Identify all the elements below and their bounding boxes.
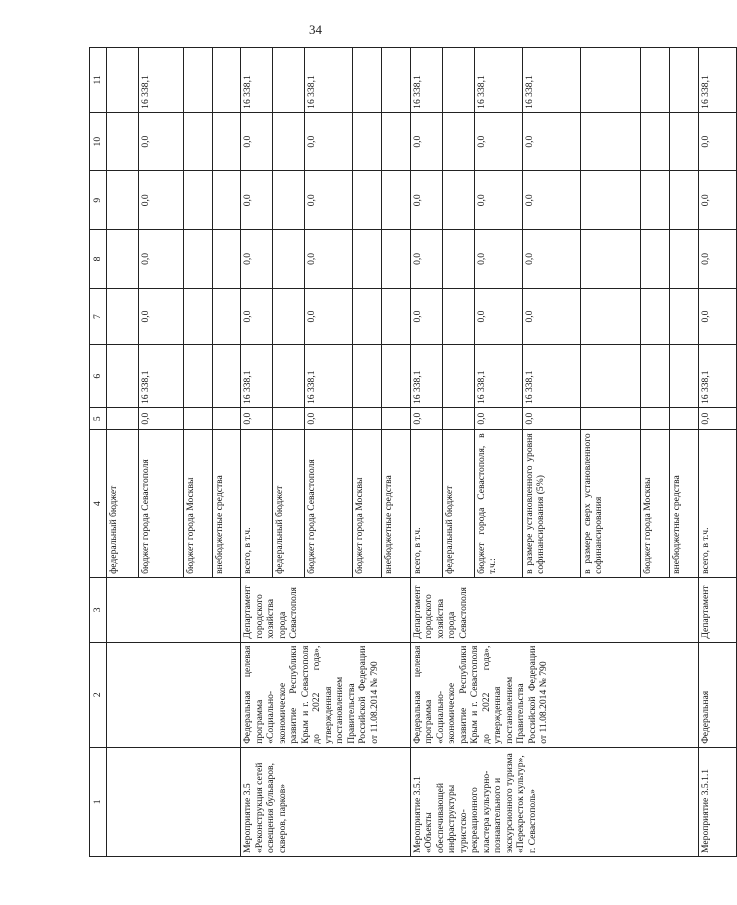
value-cell-c9: 0,0 <box>139 171 184 230</box>
value-cell-c6 <box>670 345 699 408</box>
value-cell-c5 <box>212 408 241 430</box>
value-cell-c7 <box>353 288 382 345</box>
value-cell-c6 <box>273 345 305 408</box>
value-cell-c11 <box>212 48 241 113</box>
value-cell-c11 <box>183 48 212 113</box>
value-cell-c9 <box>580 171 641 230</box>
value-cell-c10: 0,0 <box>139 112 184 171</box>
value-cell-c10 <box>442 112 474 171</box>
value-cell-c10 <box>353 112 382 171</box>
funding-source-cell: бюджет города Москвы <box>353 430 382 578</box>
table-row <box>410 48 442 857</box>
value-cell-c10: 0,0 <box>474 112 522 171</box>
table-row <box>698 48 736 857</box>
value-cell-c6 <box>382 345 411 408</box>
value-cell-c10 <box>670 112 699 171</box>
header-cell: 1 <box>90 747 107 856</box>
value-cell-c7 <box>183 288 212 345</box>
value-cell-c6 <box>183 345 212 408</box>
value-cell-c6 <box>212 345 241 408</box>
program-cell <box>107 642 241 747</box>
value-cell-c8 <box>273 230 305 289</box>
value-cell-c8 <box>107 230 139 289</box>
value-cell-c6 <box>580 345 641 408</box>
value-cell-c7 <box>212 288 241 345</box>
value-cell-c11 <box>382 48 411 113</box>
value-cell-c8 <box>382 230 411 289</box>
value-cell-c8 <box>641 230 670 289</box>
value-cell-c10: 0,0 <box>522 112 580 171</box>
value-cell-c11: 16 338,1 <box>305 48 353 113</box>
value-cell-c11: 16 338,1 <box>698 48 736 113</box>
rotated-table-container <box>89 47 711 857</box>
value-cell-c11: 16 338,1 <box>522 48 580 113</box>
value-cell-c10: 0,0 <box>698 112 736 171</box>
value-cell-c8: 0,0 <box>410 230 442 289</box>
value-cell-c9: 0,0 <box>698 171 736 230</box>
value-cell-c7: 0,0 <box>698 288 736 345</box>
header-cell: 7 <box>90 288 107 345</box>
funding-source-cell: внебюджетные средства <box>670 430 699 578</box>
value-cell-c7: 0,0 <box>305 288 353 345</box>
value-cell-c8 <box>580 230 641 289</box>
value-cell-c6: 16 338,1 <box>474 345 522 408</box>
value-cell-c11 <box>670 48 699 113</box>
program-cell: Федеральная <box>698 642 736 747</box>
funding-source-cell: бюджет города Севастополя <box>139 430 184 578</box>
funding-source-cell: федеральный бюджет <box>442 430 474 578</box>
value-cell-c11 <box>442 48 474 113</box>
financing-table <box>89 47 737 857</box>
value-cell-c6: 16 338,1 <box>139 345 184 408</box>
value-cell-c10 <box>183 112 212 171</box>
value-cell-c6 <box>353 345 382 408</box>
value-cell-c7 <box>382 288 411 345</box>
value-cell-c6: 16 338,1 <box>305 345 353 408</box>
value-cell-c10 <box>212 112 241 171</box>
funding-source-cell: всего, в т.ч. <box>241 430 273 578</box>
measure-cell <box>107 747 241 856</box>
value-cell-c5 <box>670 408 699 430</box>
value-cell-c7 <box>580 288 641 345</box>
executor-cell: Департамент <box>698 577 736 642</box>
header-cell: 10 <box>90 112 107 171</box>
value-cell-c8: 0,0 <box>698 230 736 289</box>
value-cell-c10 <box>580 112 641 171</box>
funding-source-cell: внебюджетные средства <box>212 430 241 578</box>
value-cell-c10 <box>382 112 411 171</box>
executor-cell: Департамент городского хозяйства города Севастополя <box>410 577 698 642</box>
value-cell-c7: 0,0 <box>139 288 184 345</box>
value-cell-c8 <box>670 230 699 289</box>
value-cell-c7: 0,0 <box>410 288 442 345</box>
value-cell-c9: 0,0 <box>410 171 442 230</box>
value-cell-c9 <box>641 171 670 230</box>
value-cell-c10 <box>107 112 139 171</box>
funding-source-cell: федеральный бюджет <box>107 430 139 578</box>
value-cell-c7 <box>107 288 139 345</box>
value-cell-c10: 0,0 <box>305 112 353 171</box>
funding-source-cell: бюджет города Севастополя <box>305 430 353 578</box>
value-cell-c11: 16 338,1 <box>241 48 273 113</box>
value-cell-c11: 16 338,1 <box>410 48 442 113</box>
measure-cell: Мероприятие 3.5.1 «Объекты обеспечивающей инфраструктуры туристско-рекреационного кластера культурно-познавательного и экскурсионного туризма «Перекресток культур», г. Севастополь» <box>410 747 698 856</box>
value-cell-c6: 16 338,1 <box>241 345 273 408</box>
value-cell-c8 <box>442 230 474 289</box>
value-cell-c5: 0,0 <box>522 408 580 430</box>
page-number: 34 <box>309 22 322 37</box>
value-cell-c5: 0,0 <box>698 408 736 430</box>
value-cell-c11 <box>273 48 305 113</box>
funding-source-cell: федеральный бюджет <box>273 430 305 578</box>
value-cell-c9 <box>670 171 699 230</box>
value-cell-c8: 0,0 <box>522 230 580 289</box>
value-cell-c9 <box>183 171 212 230</box>
value-cell-c11: 16 338,1 <box>474 48 522 113</box>
value-cell-c11 <box>107 48 139 113</box>
value-cell-c9 <box>353 171 382 230</box>
value-cell-c7 <box>641 288 670 345</box>
value-cell-c9: 0,0 <box>474 171 522 230</box>
value-cell-c10 <box>273 112 305 171</box>
program-cell: Федеральная целевая программа «Социально-экономическое развитие Республики Крым и г. Севастополя до 2022 года», утвержденная постановлением Правительства Российской Федерации от 11.08.2014 № 790 <box>410 642 698 747</box>
header-cell: 3 <box>90 577 107 642</box>
header-cell: 8 <box>90 230 107 289</box>
executor-cell: Департамент городского хозяйства города Севастополя <box>241 577 411 642</box>
value-cell-c11 <box>353 48 382 113</box>
value-cell-c6: 16 338,1 <box>522 345 580 408</box>
measure-cell: Мероприятие 3.5 «Реконструкция сетей освещения бульваров, скверов, парков» <box>241 747 411 856</box>
value-cell-c5 <box>183 408 212 430</box>
header-cell: 5 <box>90 408 107 430</box>
value-cell-c10: 0,0 <box>241 112 273 171</box>
value-cell-c8 <box>353 230 382 289</box>
value-cell-c8: 0,0 <box>474 230 522 289</box>
value-cell-c5: 0,0 <box>305 408 353 430</box>
value-cell-c9 <box>212 171 241 230</box>
value-cell-c9 <box>273 171 305 230</box>
value-cell-c5 <box>107 408 139 430</box>
value-cell-c8 <box>183 230 212 289</box>
value-cell-c9 <box>382 171 411 230</box>
value-cell-c11 <box>580 48 641 113</box>
value-cell-c11: 16 338,1 <box>139 48 184 113</box>
measure-cell: Мероприятие 3.5.1.1 <box>698 747 736 856</box>
value-cell-c8: 0,0 <box>305 230 353 289</box>
header-cell: 9 <box>90 171 107 230</box>
executor-cell <box>107 577 241 642</box>
header-cell: 4 <box>90 430 107 578</box>
value-cell-c6 <box>107 345 139 408</box>
value-cell-c8: 0,0 <box>139 230 184 289</box>
header-row <box>90 48 107 857</box>
value-cell-c5: 0,0 <box>139 408 184 430</box>
value-cell-c9: 0,0 <box>305 171 353 230</box>
value-cell-c7 <box>670 288 699 345</box>
value-cell-c5: 0,0 <box>410 408 442 430</box>
value-cell-c5 <box>580 408 641 430</box>
value-cell-c7: 0,0 <box>474 288 522 345</box>
table-row <box>241 48 273 857</box>
table-row <box>107 48 139 857</box>
value-cell-c5 <box>442 408 474 430</box>
value-cell-c7: 0,0 <box>241 288 273 345</box>
value-cell-c7 <box>273 288 305 345</box>
value-cell-c9: 0,0 <box>522 171 580 230</box>
value-cell-c9 <box>442 171 474 230</box>
header-cell: 6 <box>90 345 107 408</box>
value-cell-c5 <box>382 408 411 430</box>
value-cell-c5: 0,0 <box>241 408 273 430</box>
value-cell-c5 <box>641 408 670 430</box>
header-cell: 11 <box>90 48 107 113</box>
funding-source-cell: бюджет города Севастополя, в т.ч.: <box>474 430 522 578</box>
value-cell-c6 <box>641 345 670 408</box>
value-cell-c10: 0,0 <box>410 112 442 171</box>
funding-source-cell: всего, в т.ч. <box>410 430 442 578</box>
value-cell-c11 <box>641 48 670 113</box>
value-cell-c5: 0,0 <box>474 408 522 430</box>
value-cell-c6: 16 338,1 <box>410 345 442 408</box>
funding-source-cell: бюджет города Москвы <box>641 430 670 578</box>
funding-source-cell: внебюджетные средства <box>382 430 411 578</box>
funding-source-cell: бюджет города Москвы <box>183 430 212 578</box>
value-cell-c9 <box>107 171 139 230</box>
value-cell-c8 <box>212 230 241 289</box>
value-cell-c6: 16 338,1 <box>698 345 736 408</box>
value-cell-c7 <box>442 288 474 345</box>
funding-source-cell: в размере установленного уровня софинансирования (5%) <box>522 430 580 578</box>
funding-source-cell: всего, в т.ч. <box>698 430 736 578</box>
funding-source-cell: в размере сверх установленного софинансирования <box>580 430 641 578</box>
value-cell-c7: 0,0 <box>522 288 580 345</box>
value-cell-c6 <box>442 345 474 408</box>
program-cell: Федеральная целевая программа «Социально-экономическое развитие Республики Крым и г. Севастополя до 2022 года», утвержденная постановлением Правительства Российской Федерации от 11.08.2014 № 790 <box>241 642 411 747</box>
table-body <box>90 48 737 857</box>
value-cell-c9: 0,0 <box>241 171 273 230</box>
value-cell-c5 <box>353 408 382 430</box>
value-cell-c10 <box>641 112 670 171</box>
value-cell-c8: 0,0 <box>241 230 273 289</box>
header-cell: 2 <box>90 642 107 747</box>
value-cell-c5 <box>273 408 305 430</box>
